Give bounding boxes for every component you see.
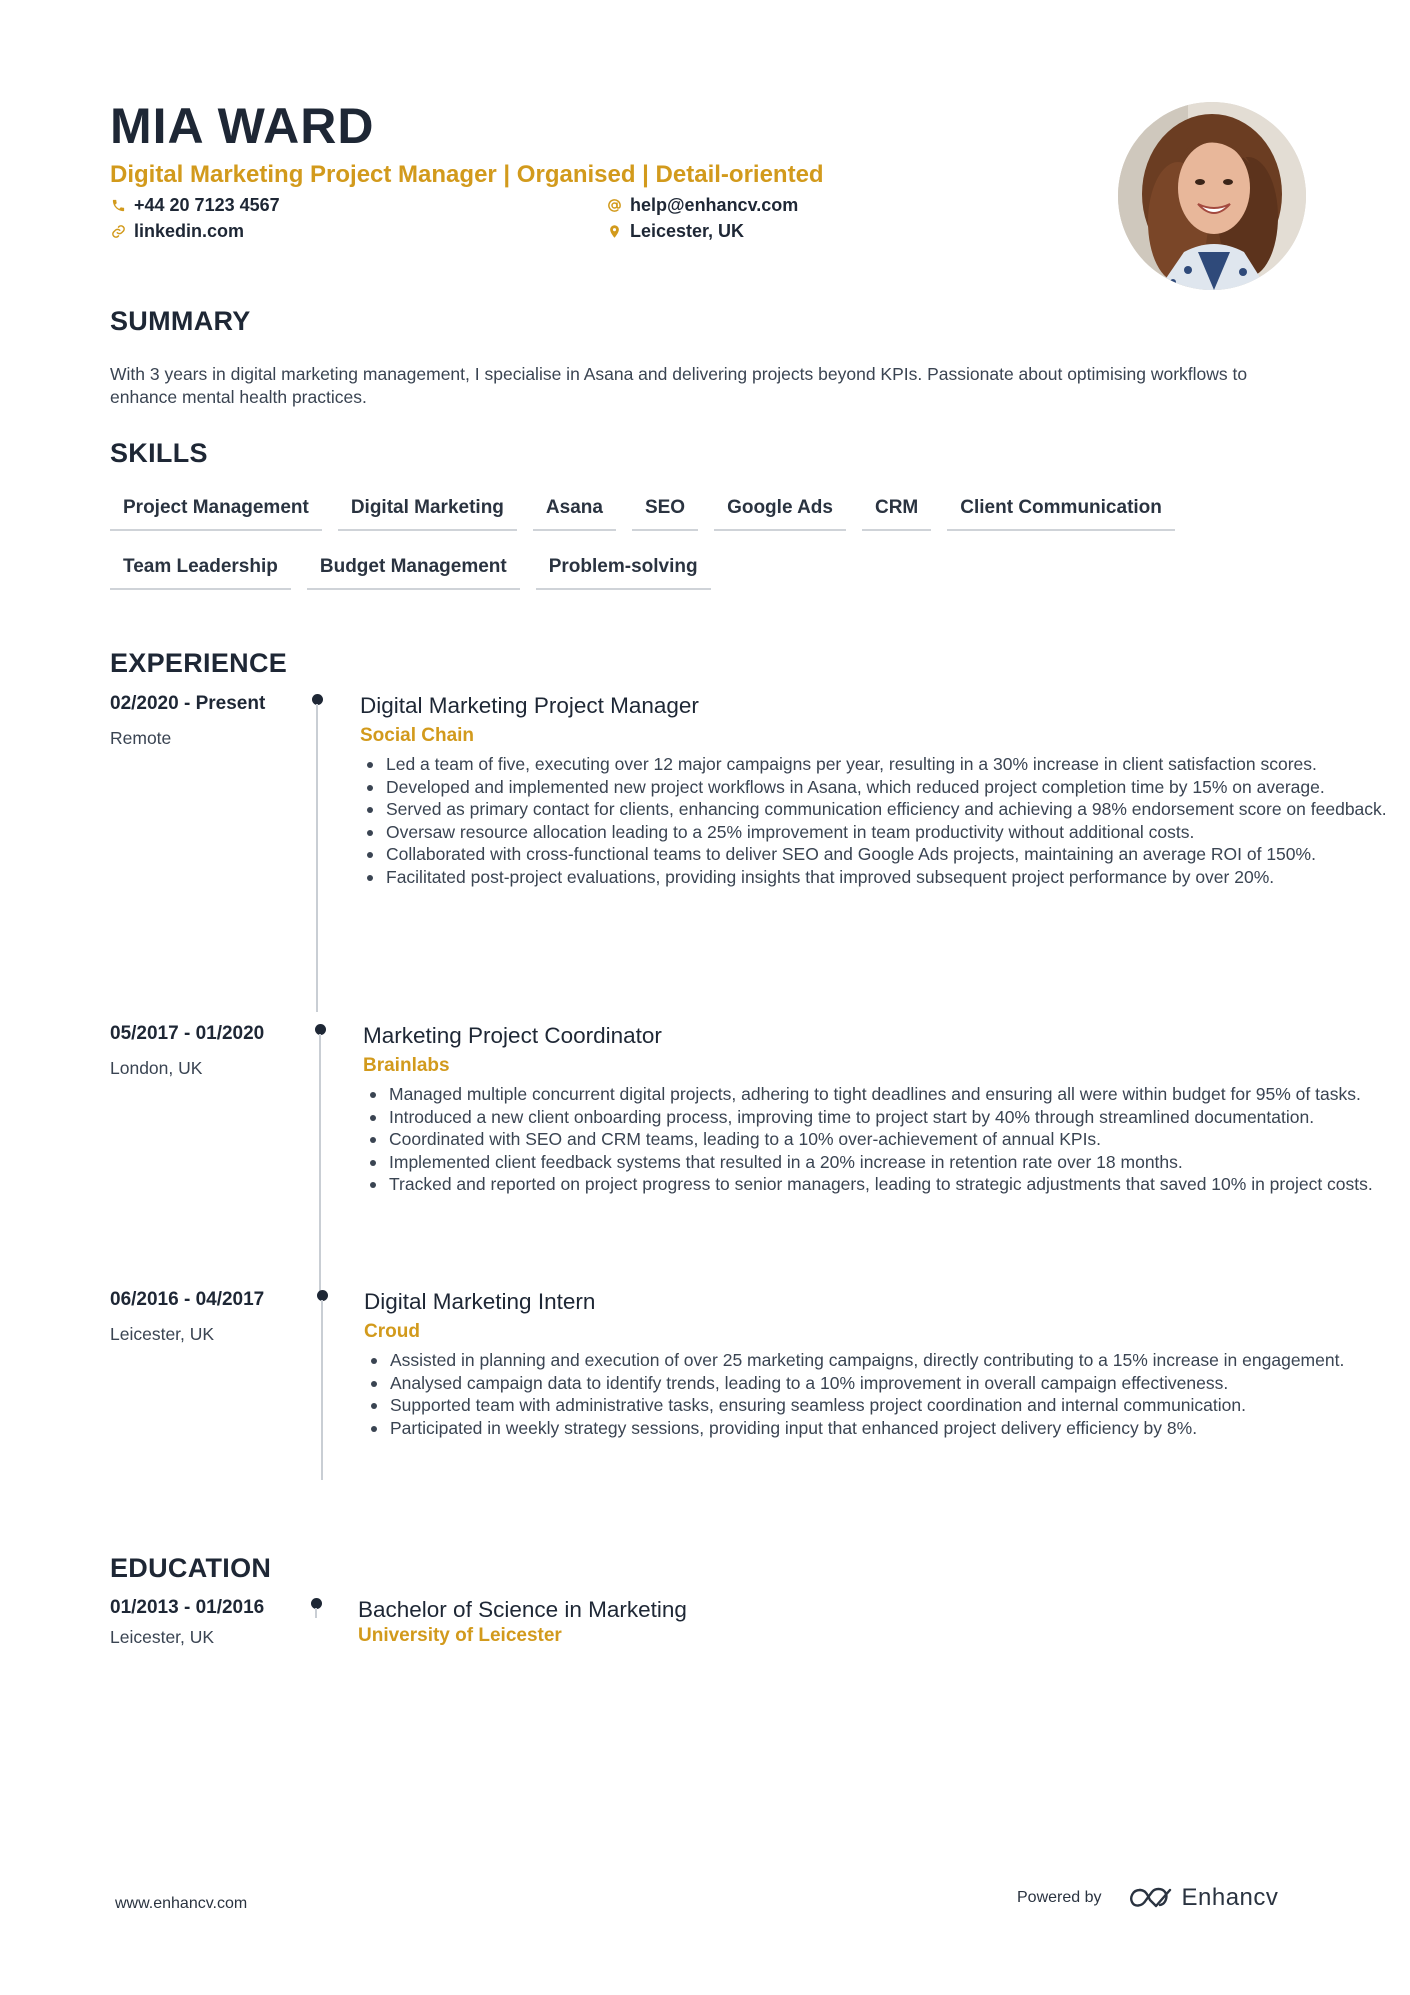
- experience-body: [360, 692, 1410, 888]
- experience-date: 06/2016 - 04/2017: [110, 1289, 265, 1310]
- experience-bullets: [363, 1083, 1410, 1196]
- experience-role: Marketing Project Coordinator: [363, 1023, 662, 1048]
- experience-location: London, UK: [110, 1058, 203, 1078]
- education-title: EDUCATION: [110, 1553, 272, 1583]
- bullet-item: Implemented client feedback systems that resulted in a 20% increase in retention rate over 18 months.: [363, 1151, 1410, 1174]
- phone-icon: [110, 197, 126, 213]
- avatar-portrait-icon: [1118, 102, 1306, 290]
- experience-location: Leicester, UK: [110, 1324, 215, 1344]
- contact-email[interactable]: [606, 194, 1102, 216]
- candidate-name: MIA WARD: [110, 98, 375, 154]
- contact-linkedin[interactable]: [110, 220, 606, 242]
- experience-bullets: [360, 753, 1410, 888]
- experience-body: [363, 1022, 1410, 1196]
- bullet-item: Supported team with administrative tasks, ensuring seamless project coordination and internal communication.: [364, 1394, 1410, 1417]
- at-icon: [606, 197, 622, 213]
- bullet-item: Participated in weekly strategy sessions, providing input that enhanced project delivery efficiency by 8%.: [364, 1417, 1410, 1440]
- link-icon: [110, 223, 126, 239]
- skill-tag: Problem-solving: [536, 555, 711, 590]
- timeline-line: [316, 704, 318, 1012]
- skill-tag: Team Leadership: [110, 555, 291, 590]
- candidate-headline: Digital Marketing Project Manager | Organised | Detail-oriented: [110, 161, 824, 188]
- location-pin-icon: [606, 223, 622, 239]
- contact-phone[interactable]: [110, 194, 606, 216]
- summary-title: SUMMARY: [110, 306, 251, 336]
- contact-list: [110, 194, 1110, 242]
- footer-website[interactable]: www.enhancv.com: [115, 1895, 248, 1912]
- bullet-item: Introduced a new client onboarding process, improving time to project start by 40% through streamlined documentation.: [363, 1106, 1410, 1129]
- contact-location: [606, 220, 1102, 242]
- contact-linkedin-text: linkedin.com: [134, 221, 245, 241]
- summary-text: With 3 years in digital marketing management, I specialise in Asana and delivering projects beyond KPIs. Passionate about optimising workflows to enhance mental health practices.: [110, 364, 1248, 407]
- education-date: 01/2013 - 01/2016: [110, 1597, 265, 1618]
- experience-bullets: [364, 1349, 1410, 1439]
- bullet-item: Led a team of five, executing over 12 major campaigns per year, resulting in a 30% increase in client satisfaction scores.: [360, 753, 1410, 776]
- skill-tag: SEO: [632, 496, 698, 531]
- contact-email-text: help@enhancv.com: [630, 195, 799, 215]
- bullet-item: Oversaw resource allocation leading to a 25% improvement in team productivity without additional costs.: [360, 821, 1410, 844]
- contact-phone-text: +44 20 7123 4567: [134, 195, 280, 215]
- experience-body: [364, 1288, 1410, 1439]
- bullet-item: Coordinated with SEO and CRM teams, leading to a 10% over-achievement of annual KPIs.: [363, 1128, 1410, 1151]
- skills-list: [110, 496, 1310, 590]
- footer-branding: [1017, 1884, 1278, 1912]
- bullet-item: Facilitated post-project evaluations, providing insights that improved subsequent project performance by over 20%.: [360, 866, 1410, 889]
- experience-title: EXPERIENCE: [110, 648, 288, 678]
- bullet-item: Developed and implemented new project workflows in Asana, which reduced project completion time by 15% on average.: [360, 776, 1410, 799]
- skill-tag: Google Ads: [714, 496, 846, 531]
- brand-logo[interactable]: [1128, 1884, 1279, 1912]
- bullet-item: Tracked and reported on project progress to senior managers, leading to strategic adjustments that saved 10% in project costs.: [363, 1173, 1410, 1196]
- education-location: Leicester, UK: [110, 1627, 215, 1647]
- experience-date: 05/2017 - 01/2020: [110, 1023, 265, 1044]
- skill-tag: Digital Marketing: [338, 496, 517, 531]
- timeline-line: [321, 1300, 323, 1480]
- enhancv-logo-icon: [1128, 1886, 1174, 1910]
- bullet-item: Served as primary contact for clients, enhancing communication efficiency and achieving a 98% endorsement score on feedback.: [360, 798, 1410, 821]
- experience-company: Croud: [364, 1321, 420, 1342]
- education-degree: Bachelor of Science in Marketing: [358, 1597, 687, 1622]
- skill-tag: Client Communication: [947, 496, 1175, 531]
- experience-company: Social Chain: [360, 725, 475, 746]
- bullet-item: Assisted in planning and execution of over 25 marketing campaigns, directly contributing to a 15% increase in engagement.: [364, 1349, 1410, 1372]
- bullet-item: Analysed campaign data to identify trends, leading to a 10% improvement in overall campaign effectiveness.: [364, 1372, 1410, 1395]
- profile-photo: [1118, 102, 1306, 290]
- timeline-line: [319, 1034, 321, 1296]
- skill-tag: CRM: [862, 496, 931, 531]
- bullet-item: Managed multiple concurrent digital projects, adhering to tight deadlines and ensuring all were within budget for 95% of tasks.: [363, 1083, 1410, 1106]
- contact-location-text: Leicester, UK: [630, 221, 745, 241]
- powered-by-text: Powered by: [1017, 1889, 1102, 1906]
- experience-date: 02/2020 - Present: [110, 693, 266, 714]
- experience-role: Digital Marketing Project Manager: [360, 693, 699, 718]
- bullet-item: Collaborated with cross-functional teams to deliver SEO and Google Ads projects, maintaining an average ROI of 150%.: [360, 843, 1410, 866]
- resume-header: [110, 98, 1110, 242]
- experience-location: Remote: [110, 728, 172, 748]
- timeline-line: [315, 1608, 317, 1618]
- education-school: University of Leicester: [358, 1625, 562, 1646]
- skills-title: SKILLS: [110, 438, 208, 468]
- skill-tag: Budget Management: [307, 555, 520, 590]
- education-body: [358, 1596, 1410, 1648]
- experience-company: Brainlabs: [363, 1055, 450, 1076]
- skill-tag: Project Management: [110, 496, 322, 531]
- brand-name: Enhancv: [1181, 1884, 1279, 1911]
- skill-tag: Asana: [533, 496, 616, 531]
- experience-role: Digital Marketing Intern: [364, 1289, 596, 1314]
